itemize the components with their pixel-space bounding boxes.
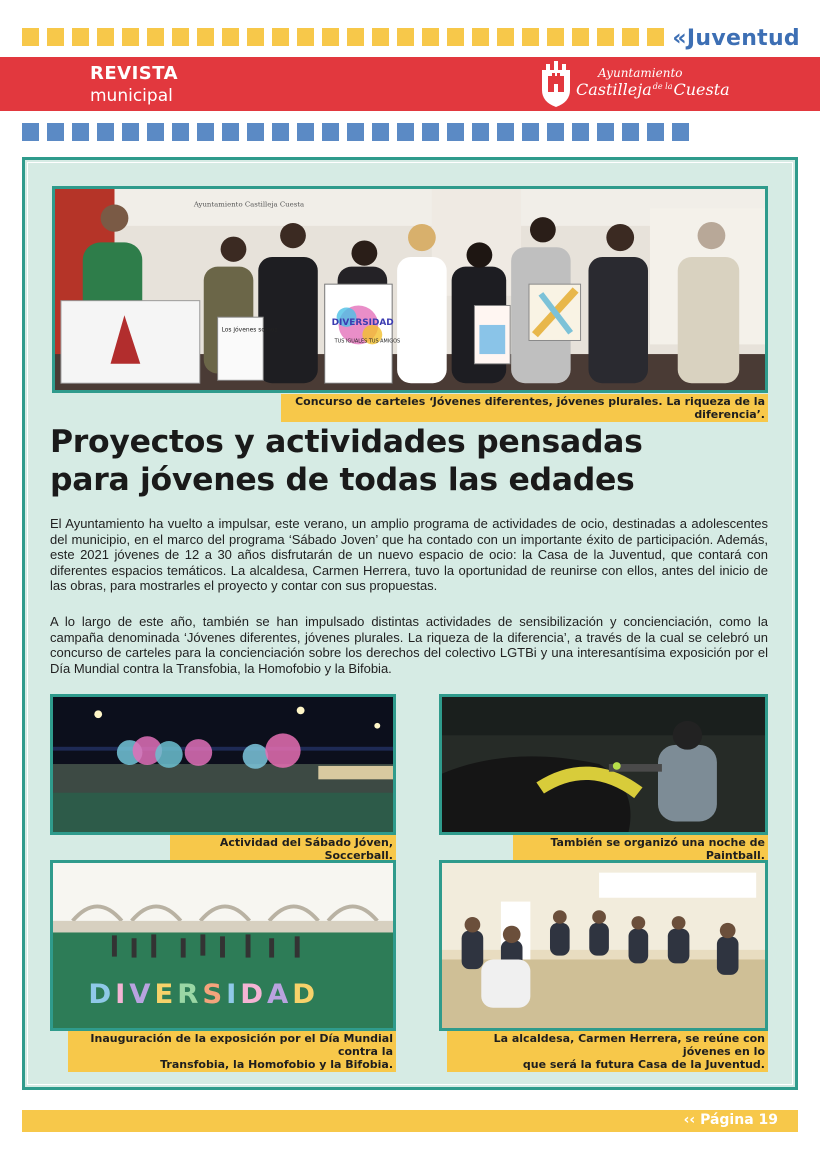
council-name-part-2: Cuesta [673,80,730,99]
diversidad-letter: R [177,979,199,1010]
poster-text-diversidad: DIVERSIDAD [331,318,394,328]
page-number[interactable]: ‹‹ Página 19 [683,1112,778,1128]
council-name-connector: de la [652,81,673,91]
caption-exhibition [68,1031,396,1072]
diversidad-letter: S [202,979,223,1010]
diversidad-letter: I [115,979,126,1010]
backdrop-logo-text: Ayuntamiento Castilleja Cuesta [193,200,305,209]
photo-exhibition [50,860,396,1031]
diversidad-letter: V [129,979,151,1010]
headline-line-2: para jóvenes de todas las edades [50,462,635,498]
photo-poster-contest [52,186,768,393]
blue-strip [22,123,689,141]
article-paragraph-2: A lo largo de este año, también se han impulsado distintas actividades de sensibilización y concienciación, como la campaña denominada ‘Jóvenes diferentes, jóvenes plurales. La riqueza de la diferencia’, a través de la cual se celebró un concurso de carteles para la concienciación sobre los derechos del colectivo LGTBi y una interesantísima exposición por el Día Mundial contra la Transfobia, la Homofobio y la Bifobia. [50,614,768,676]
poster-text-amigos: TUS IGUALES TUS AMIGOS [334,338,401,345]
diversidad-letter: D [240,979,264,1010]
caption-poster-contest: Concurso de carteles ‘Jóvenes diferentes, jóvenes plurales. La riqueza de la diferencia’. [281,394,768,422]
poster-text-somos: Los jóvenes somos [221,327,278,334]
footer-bar [22,1110,798,1132]
caption-meeting-line-1: La alcaldesa, Carmen Herrera, se reúne con jóvenes en lo [493,1032,765,1058]
photo-paintball [439,694,768,835]
photo-soccerball [50,694,396,835]
diversidad-letter: A [267,979,289,1010]
diversidad-letters [88,979,315,1010]
council-name-part-1: Castilleja [576,80,652,99]
magazine-subtitle: municipal [90,86,173,106]
diversidad-letter: I [226,979,237,1010]
council-name-line2 [576,80,730,99]
caption-paintball: También se organizó una noche de Paintball. [513,835,768,863]
article-headline [50,423,790,499]
diversidad-letter: D [292,979,316,1010]
caption-meeting [447,1031,768,1072]
article-paragraph-1: El Ayuntamiento ha vuelto a impulsar, este verano, un amplio programa de actividades de ocio, destinadas a adolescentes del municipio, en el marco del programa ‘Sábado Joven’ que ha contado con un importante éxito de participación. Además, este 2021 jóvenes de 12 a 30 años disfrutarán de un nuevo espacio de ocio: la Casa de la Juventud, que contará con diferentes espacios temáticos. La alcaldesa, Carmen Herrera, tuvo la oportunidad de reunirse con ellos, antes del inicio de las obras, para mostrarles el proyecto y contar con sus propuestas. [50,516,768,594]
caption-meeting-line-2: que será la futura Casa de la Juventud. [522,1058,765,1071]
diversidad-letter: D [88,979,112,1010]
caption-exhibition-line-2: Transfobia, la Homofobio y la Bifobia. [160,1058,393,1071]
caption-exhibition-line-1: Inauguración de la exposición por el Día Mundial contra la [90,1032,393,1058]
headline-line-1: Proyectos y actividades pensadas [50,424,643,460]
section-tag[interactable]: «Juventud [672,26,800,51]
council-crest-icon [540,60,572,108]
photo-meeting [439,860,768,1031]
caption-soccerball: Actividad del Sábado Jóven, Soccerball. [170,835,396,863]
council-name-line1: Ayuntamiento [598,66,683,80]
magazine-title: REVISTA [90,63,179,84]
top-yellow-strip [22,28,664,46]
diversidad-letter: E [154,979,174,1010]
